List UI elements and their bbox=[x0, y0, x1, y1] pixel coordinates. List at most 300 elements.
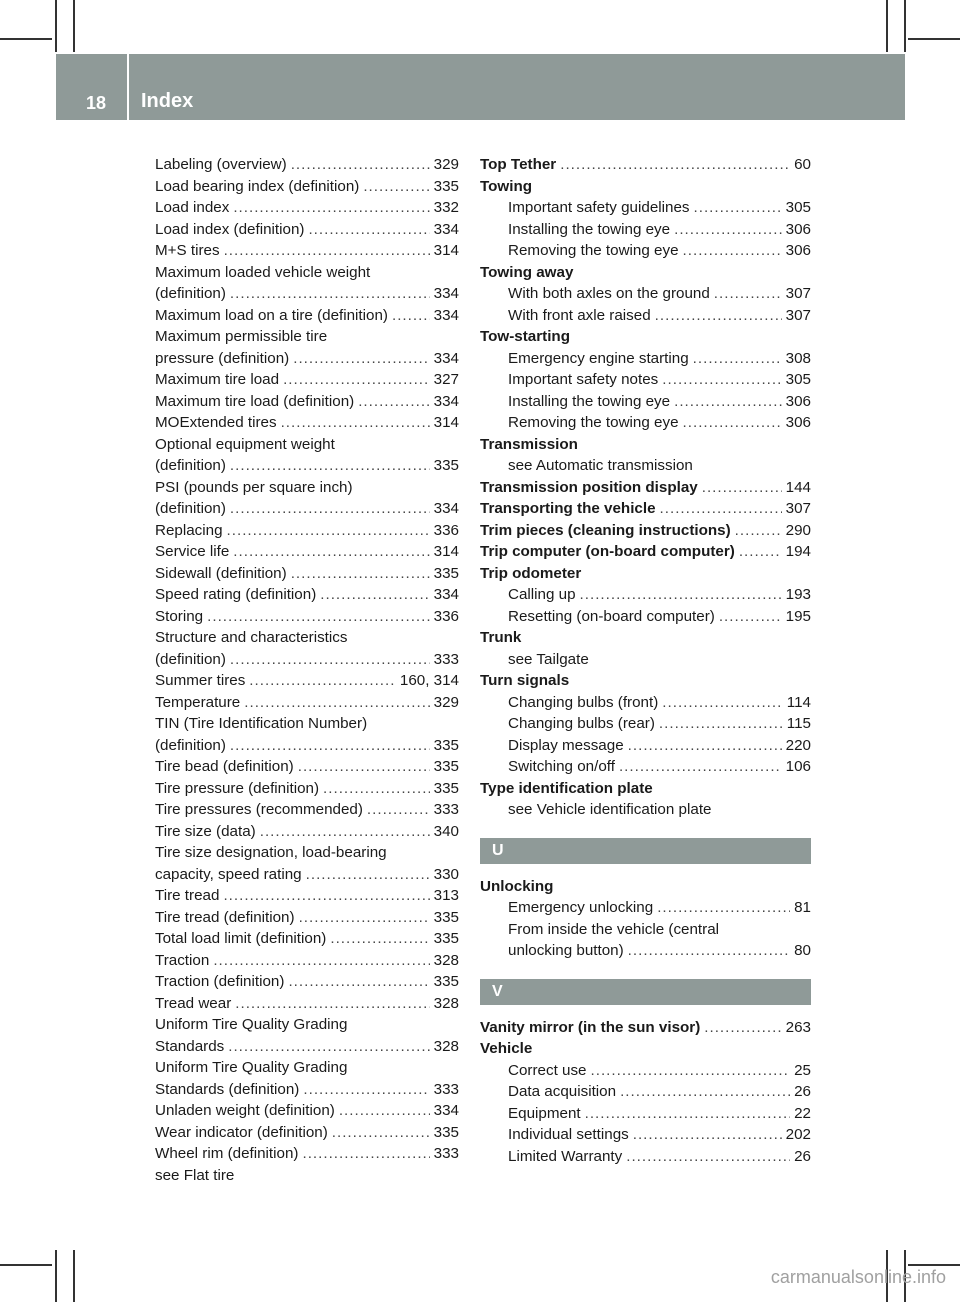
index-entry-page[interactable]: 306 bbox=[785, 392, 811, 410]
index-entry-page[interactable]: 314 bbox=[433, 414, 459, 431]
index-entry bbox=[155, 434, 459, 456]
index-entry-page[interactable]: 335 bbox=[433, 930, 459, 947]
index-entry[interactable] bbox=[155, 735, 459, 757]
dot-leader bbox=[363, 176, 429, 198]
index-entry bbox=[480, 1038, 811, 1060]
index-entry[interactable] bbox=[155, 864, 459, 886]
index-column-left bbox=[155, 154, 459, 1186]
index-entry-label: Wear indicator (definition) bbox=[155, 1123, 328, 1141]
index-entry-page[interactable]: 307 bbox=[785, 285, 811, 302]
index-entry-label: Important safety guidelines bbox=[508, 199, 690, 216]
index-entry-label: Tire bead (definition) bbox=[155, 758, 294, 775]
letter-section-header: V bbox=[480, 979, 811, 1005]
index-entry-page[interactable]: 332 bbox=[433, 199, 459, 216]
index-entry-label: Traction bbox=[155, 951, 210, 969]
index-entry[interactable] bbox=[155, 283, 459, 305]
dot-leader bbox=[633, 1124, 782, 1146]
index-entry-page[interactable]: 106 bbox=[785, 758, 811, 775]
dot-leader bbox=[674, 219, 782, 241]
index-entry[interactable] bbox=[480, 606, 811, 628]
index-entry-label: Vanity mirror (in the sun visor) bbox=[480, 1018, 701, 1036]
index-entry[interactable] bbox=[155, 950, 459, 972]
index-entry[interactable] bbox=[155, 993, 459, 1015]
index-entry-page[interactable]: 160, 314 bbox=[399, 672, 459, 689]
index-entry[interactable] bbox=[155, 799, 459, 821]
index-entry-page[interactable]: 328 bbox=[433, 1037, 459, 1055]
index-entry[interactable] bbox=[155, 649, 459, 671]
index-entry-page[interactable]: 114 bbox=[786, 693, 811, 711]
index-entry-page[interactable]: 313 bbox=[433, 887, 459, 904]
dot-leader bbox=[323, 778, 430, 800]
index-entry[interactable] bbox=[155, 821, 459, 843]
index-entry[interactable] bbox=[480, 1081, 811, 1103]
index-entry[interactable] bbox=[480, 1017, 811, 1039]
index-entry[interactable] bbox=[155, 692, 459, 714]
index-entry[interactable] bbox=[480, 240, 811, 262]
index-entry-label: Sidewall (definition) bbox=[155, 564, 287, 582]
index-entry bbox=[480, 799, 811, 821]
dot-leader bbox=[207, 606, 430, 628]
watermark: carmanualsonline.info bbox=[770, 1267, 946, 1287]
index-entry-label: Structure and characteristics bbox=[155, 629, 348, 646]
index-entry-label: (definition) bbox=[155, 650, 226, 668]
index-entry-label: Correct use bbox=[508, 1061, 587, 1079]
index-entry-page[interactable]: 335 bbox=[433, 736, 459, 754]
index-entry[interactable] bbox=[155, 1143, 459, 1165]
index-entry[interactable] bbox=[480, 283, 811, 305]
dot-leader bbox=[702, 477, 782, 499]
index-entry-page[interactable]: 334 bbox=[433, 392, 459, 410]
index-entry-label: Load index (definition) bbox=[155, 220, 305, 238]
index-entry-label: Labeling (overview) bbox=[155, 156, 287, 173]
index-entry-label: Transmission bbox=[480, 435, 578, 453]
dot-leader bbox=[291, 154, 430, 176]
index-entry-page[interactable]: 329 bbox=[433, 693, 459, 711]
index-entry[interactable] bbox=[155, 520, 459, 542]
index-entry-label: From inside the vehicle (central bbox=[508, 920, 720, 938]
index-entry[interactable] bbox=[480, 498, 811, 520]
index-entry[interactable] bbox=[155, 412, 459, 434]
dot-leader bbox=[719, 606, 782, 628]
dot-leader bbox=[288, 971, 429, 993]
index-entry[interactable] bbox=[480, 477, 811, 499]
index-entry-page[interactable]: 333 bbox=[433, 1145, 459, 1162]
index-entry-page[interactable]: 328 bbox=[433, 951, 459, 969]
dot-leader bbox=[358, 391, 429, 413]
index-entry[interactable] bbox=[155, 1100, 459, 1122]
dot-leader bbox=[308, 219, 429, 241]
index-entry bbox=[480, 670, 811, 692]
dot-leader bbox=[683, 240, 782, 262]
index-entry[interactable] bbox=[155, 907, 459, 929]
dot-leader bbox=[735, 520, 782, 542]
index-entry-label: Replacing bbox=[155, 521, 223, 539]
index-entry[interactable] bbox=[155, 455, 459, 477]
index-entry-page[interactable]: 290 bbox=[785, 521, 811, 539]
index-entry-label: Changing bulbs (rear) bbox=[508, 715, 655, 732]
index-entry-page[interactable]: 334 bbox=[433, 1102, 459, 1119]
dot-leader bbox=[660, 498, 782, 520]
crop-mark bbox=[73, 1250, 75, 1302]
index-entry[interactable] bbox=[480, 154, 811, 176]
dot-leader bbox=[704, 1017, 781, 1039]
index-entry bbox=[155, 1014, 459, 1036]
index-entry[interactable] bbox=[155, 563, 459, 585]
dot-leader bbox=[283, 369, 430, 391]
index-entry-label: Tow-starting bbox=[480, 328, 570, 345]
index-entry-label: Maximum permissible tire bbox=[155, 328, 328, 345]
index-entry bbox=[155, 1165, 459, 1187]
index-entry-label: Unladen weight (definition) bbox=[155, 1102, 335, 1119]
index-entry-page[interactable]: 220 bbox=[785, 736, 811, 754]
dot-leader bbox=[230, 498, 430, 520]
index-entry-page[interactable]: 336 bbox=[433, 607, 459, 625]
index-entry-label: Speed rating (definition) bbox=[155, 586, 317, 603]
page-number: 18 bbox=[86, 93, 107, 113]
index-entry-label: Emergency engine starting bbox=[508, 349, 689, 367]
dot-leader bbox=[306, 864, 430, 886]
index-entry-label: see Vehicle identification plate bbox=[508, 801, 712, 818]
index-entry-page[interactable]: 307 bbox=[785, 500, 811, 517]
index-entry-page[interactable]: 340 bbox=[433, 822, 459, 840]
index-entry-page[interactable]: 335 bbox=[433, 564, 459, 582]
index-entry-page[interactable]: 195 bbox=[785, 607, 811, 625]
dot-leader bbox=[223, 885, 429, 907]
index-entry bbox=[480, 563, 811, 585]
index-entry-label: Transmission position display bbox=[480, 478, 698, 496]
index-entry bbox=[155, 713, 459, 735]
index-entry-label: Turn signals bbox=[480, 672, 570, 689]
index-entry-page[interactable]: 327 bbox=[433, 371, 459, 388]
index-entry bbox=[480, 434, 811, 456]
index-entry-page[interactable]: 202 bbox=[785, 1126, 811, 1143]
index-entry-label: Towing bbox=[480, 177, 533, 195]
index-entry[interactable] bbox=[480, 412, 811, 434]
index-entry-label: Maximum load on a tire (definition) bbox=[155, 306, 388, 324]
index-entry-label: Type identification plate bbox=[480, 779, 653, 797]
crop-mark bbox=[904, 0, 906, 52]
index-entry-page[interactable]: 314 bbox=[433, 242, 459, 259]
index-entry[interactable] bbox=[480, 348, 811, 370]
index-entry[interactable] bbox=[480, 369, 811, 391]
dot-leader bbox=[619, 756, 782, 778]
index-entry-page[interactable]: 328 bbox=[433, 994, 459, 1012]
index-entry-label: Top Tether bbox=[480, 156, 557, 173]
crop-mark bbox=[0, 38, 52, 40]
dot-leader bbox=[303, 1079, 429, 1101]
index-entry-page[interactable]: 306 bbox=[785, 242, 811, 259]
index-entry-label: M+S tires bbox=[155, 242, 220, 259]
dot-leader bbox=[591, 1060, 791, 1082]
dot-leader bbox=[739, 541, 782, 563]
index-entry[interactable] bbox=[155, 348, 459, 370]
letter-section-header: U bbox=[480, 838, 811, 864]
index-entry[interactable] bbox=[480, 520, 811, 542]
dot-leader bbox=[233, 197, 429, 219]
index-entry[interactable] bbox=[480, 197, 811, 219]
index-entry[interactable] bbox=[155, 541, 459, 563]
index-entry[interactable] bbox=[155, 391, 459, 413]
dot-leader bbox=[674, 391, 782, 413]
index-entry-label: With both axles on the ground bbox=[508, 285, 710, 302]
index-entry[interactable] bbox=[155, 1079, 459, 1101]
index-entry bbox=[480, 627, 811, 649]
index-entry-label: Display message bbox=[508, 736, 624, 754]
dot-leader bbox=[320, 584, 429, 606]
dot-leader bbox=[339, 1100, 430, 1122]
index-entry-page[interactable]: 305 bbox=[785, 199, 811, 216]
dot-leader bbox=[620, 1081, 790, 1103]
index-entry[interactable] bbox=[155, 1122, 459, 1144]
index-entry[interactable] bbox=[155, 154, 459, 176]
index-entry bbox=[155, 842, 459, 864]
index-entry-label: MOExtended tires bbox=[155, 414, 277, 431]
index-entry-label: Trip computer (on-board computer) bbox=[480, 543, 735, 560]
index-entry-label: Resetting (on-board computer) bbox=[508, 607, 715, 625]
dot-leader bbox=[392, 305, 430, 327]
index-entry[interactable] bbox=[155, 756, 459, 778]
dot-leader bbox=[367, 799, 430, 821]
index-entry-page[interactable]: 26 bbox=[794, 1083, 811, 1100]
index-entry[interactable] bbox=[155, 219, 459, 241]
index-entry-page[interactable]: 314 bbox=[433, 543, 459, 560]
index-entry-label: Individual settings bbox=[508, 1126, 629, 1143]
index-entry-label: Data acquisition bbox=[508, 1083, 617, 1100]
index-entry-page[interactable]: 115 bbox=[786, 715, 811, 732]
dot-leader bbox=[260, 821, 430, 843]
dot-leader bbox=[662, 692, 783, 714]
index-entry-label: Service life bbox=[155, 543, 230, 560]
index-entry-label: Temperature bbox=[155, 693, 241, 711]
index-entry[interactable] bbox=[480, 692, 811, 714]
index-entry-page[interactable]: 334 bbox=[433, 306, 459, 324]
index-entry bbox=[480, 876, 811, 898]
index-entry bbox=[480, 778, 811, 800]
dot-leader bbox=[249, 670, 396, 692]
index-entry-page[interactable]: 335 bbox=[433, 1123, 459, 1141]
index-entry-page[interactable]: 334 bbox=[433, 220, 459, 238]
index-entry-label: Removing the towing eye bbox=[508, 242, 679, 259]
index-entry-label: Total load limit (definition) bbox=[155, 930, 327, 947]
index-entry[interactable] bbox=[480, 735, 811, 757]
index-entry-page[interactable]: 194 bbox=[785, 543, 811, 560]
dot-leader bbox=[655, 305, 782, 327]
index-entry-page[interactable]: 335 bbox=[433, 177, 459, 195]
index-entry-page[interactable]: 306 bbox=[785, 414, 811, 431]
dot-leader bbox=[224, 240, 430, 262]
index-entry[interactable] bbox=[155, 240, 459, 262]
index-entry-label: Standards (definition) bbox=[155, 1080, 300, 1098]
index-entry-page[interactable]: 334 bbox=[433, 285, 459, 302]
index-entry-label: Tire pressures (recommended) bbox=[155, 801, 363, 818]
index-entry-label: see Automatic transmission bbox=[508, 457, 693, 474]
index-entry-page[interactable]: 80 bbox=[794, 942, 811, 959]
index-entry-label: unlocking button) bbox=[508, 942, 624, 959]
index-entry-label: (definition) bbox=[155, 500, 226, 517]
index-entry-label: Tread wear bbox=[155, 994, 232, 1012]
index-entry[interactable] bbox=[480, 1103, 811, 1125]
crop-mark bbox=[73, 0, 75, 52]
index-entry-page[interactable]: 335 bbox=[433, 908, 459, 926]
index-entry[interactable] bbox=[155, 778, 459, 800]
index-entry-page[interactable]: 308 bbox=[785, 349, 811, 367]
index-entry-page[interactable]: 335 bbox=[433, 457, 459, 474]
index-entry-label: Optional equipment weight bbox=[155, 435, 335, 453]
index-entry-page[interactable]: 193 bbox=[785, 586, 811, 603]
index-entry-label: TIN (Tire Identification Number) bbox=[155, 715, 368, 732]
index-entry-label: Changing bulbs (front) bbox=[508, 693, 659, 711]
index-entry-label: see Flat tire bbox=[155, 1166, 235, 1184]
index-entry-page[interactable]: 329 bbox=[433, 156, 459, 173]
index-entry[interactable] bbox=[155, 1036, 459, 1058]
index-entry-page[interactable]: 333 bbox=[433, 650, 459, 668]
index-entry[interactable] bbox=[155, 369, 459, 391]
index-entry-page[interactable]: 81 bbox=[794, 899, 811, 916]
index-entry-label: Summer tires bbox=[155, 672, 246, 689]
index-entry[interactable] bbox=[480, 1146, 811, 1168]
dot-leader bbox=[281, 412, 430, 434]
index-entry-page[interactable]: 335 bbox=[433, 758, 459, 775]
index-entry bbox=[155, 627, 459, 649]
index-entry-page[interactable]: 330 bbox=[433, 865, 459, 883]
index-entry[interactable] bbox=[155, 670, 459, 692]
index-entry-label: Wheel rim (definition) bbox=[155, 1145, 299, 1162]
index-entry-label: Traction (definition) bbox=[155, 973, 285, 990]
index-entry-label: Standards bbox=[155, 1037, 225, 1055]
index-entry[interactable] bbox=[155, 971, 459, 993]
index-entry[interactable] bbox=[480, 391, 811, 413]
crop-mark bbox=[55, 0, 57, 52]
index-entry-page[interactable]: 60 bbox=[794, 156, 811, 173]
index-entry-label: pressure (definition) bbox=[155, 349, 290, 367]
dot-leader bbox=[659, 713, 783, 735]
index-entry bbox=[480, 326, 811, 348]
index-entry-label: Load index bbox=[155, 199, 230, 216]
crop-mark bbox=[908, 1264, 960, 1266]
index-entry bbox=[155, 1057, 459, 1079]
index-entry-label: Load bearing index (definition) bbox=[155, 177, 360, 195]
index-entry-page[interactable]: 307 bbox=[785, 306, 811, 324]
index-entry-label: Transporting the vehicle bbox=[480, 500, 656, 517]
index-entry[interactable] bbox=[480, 584, 811, 606]
index-entry-label: Equipment bbox=[508, 1104, 581, 1122]
index-entry-label: capacity, speed rating bbox=[155, 865, 302, 883]
dot-leader bbox=[293, 348, 429, 370]
index-entry-label: Tire size designation, load-bearing bbox=[155, 844, 387, 861]
index-entry-page[interactable]: 333 bbox=[433, 801, 459, 818]
index-entry-label: PSI (pounds per square inch) bbox=[155, 478, 353, 496]
dot-leader bbox=[230, 735, 430, 757]
index-entry bbox=[155, 262, 459, 284]
index-entry[interactable] bbox=[480, 1124, 811, 1146]
index-entry-page[interactable]: 335 bbox=[433, 779, 459, 797]
index-entry[interactable] bbox=[480, 305, 811, 327]
index-entry-label: see Tailgate bbox=[508, 650, 589, 668]
dot-leader bbox=[291, 563, 430, 585]
index-entry-label: With front axle raised bbox=[508, 306, 651, 324]
dot-leader bbox=[213, 950, 429, 972]
index-entry[interactable] bbox=[480, 219, 811, 241]
index-entry-label: Tire size (data) bbox=[155, 822, 256, 840]
index-entry-label: Storing bbox=[155, 607, 204, 625]
index-entry[interactable] bbox=[155, 928, 459, 950]
index-entry-label: Maximum tire load (definition) bbox=[155, 392, 355, 410]
dot-leader bbox=[714, 283, 782, 305]
index-entry-page[interactable]: 306 bbox=[785, 220, 811, 238]
dot-leader bbox=[235, 993, 429, 1015]
dot-leader bbox=[227, 520, 430, 542]
index-entry[interactable] bbox=[155, 176, 459, 198]
index-entry-label: Tire pressure (definition) bbox=[155, 779, 320, 797]
dot-leader bbox=[230, 649, 430, 671]
index-entry-page[interactable]: 305 bbox=[785, 371, 811, 388]
index-entry-label: Emergency unlocking bbox=[508, 899, 654, 916]
index-entry[interactable] bbox=[480, 1060, 811, 1082]
dot-leader bbox=[628, 735, 782, 757]
index-entry-page[interactable]: 335 bbox=[433, 973, 459, 990]
index-entry-page[interactable]: 334 bbox=[433, 586, 459, 603]
index-entry[interactable] bbox=[480, 756, 811, 778]
index-entry-label: Maximum loaded vehicle weight bbox=[155, 263, 371, 281]
index-entry[interactable] bbox=[480, 940, 811, 962]
crop-mark bbox=[0, 1264, 52, 1266]
dot-leader bbox=[662, 369, 781, 391]
index-entry-label: Installing the towing eye bbox=[508, 392, 671, 410]
index-entry-page[interactable]: 334 bbox=[433, 500, 459, 517]
dot-leader bbox=[560, 154, 790, 176]
index-entry[interactable] bbox=[480, 541, 811, 563]
index-entry-label: Towing away bbox=[480, 263, 574, 281]
index-entry-page[interactable]: 333 bbox=[433, 1080, 459, 1098]
index-entry-page[interactable]: 334 bbox=[433, 349, 459, 367]
crop-mark bbox=[886, 0, 888, 52]
dot-leader bbox=[302, 1143, 429, 1165]
dot-leader bbox=[244, 692, 429, 714]
dot-leader bbox=[657, 897, 790, 919]
dot-leader bbox=[694, 197, 782, 219]
index-entry bbox=[480, 176, 811, 198]
dot-leader bbox=[330, 928, 429, 950]
index-entry[interactable] bbox=[155, 197, 459, 219]
dot-leader bbox=[298, 756, 430, 778]
index-entry bbox=[155, 477, 459, 499]
index-entry-label: Maximum tire load bbox=[155, 371, 280, 388]
index-entry-label: Trunk bbox=[480, 629, 522, 646]
index-entry-page[interactable]: 336 bbox=[433, 521, 459, 539]
dot-leader bbox=[230, 455, 430, 477]
index-entry[interactable] bbox=[155, 584, 459, 606]
index-entry bbox=[480, 262, 811, 284]
crop-mark bbox=[908, 38, 960, 40]
index-entry[interactable] bbox=[480, 713, 811, 735]
index-entry[interactable] bbox=[480, 897, 811, 919]
index-entry-page[interactable]: 263 bbox=[785, 1018, 811, 1036]
index-entry-page[interactable]: 26 bbox=[794, 1147, 811, 1165]
index-entry-page[interactable]: 25 bbox=[794, 1061, 811, 1079]
index-entry[interactable] bbox=[155, 606, 459, 628]
index-entry-label: (definition) bbox=[155, 736, 226, 754]
index-entry[interactable] bbox=[155, 305, 459, 327]
index-entry bbox=[480, 649, 811, 671]
index-entry-page[interactable]: 144 bbox=[785, 478, 811, 496]
dot-leader bbox=[299, 907, 430, 929]
dot-leader bbox=[585, 1103, 790, 1125]
index-entry-label: (definition) bbox=[155, 457, 226, 474]
page-title: Index bbox=[141, 90, 194, 112]
index-entry[interactable] bbox=[155, 498, 459, 520]
index-entry[interactable] bbox=[155, 885, 459, 907]
index-entry-page[interactable]: 22 bbox=[794, 1104, 811, 1122]
